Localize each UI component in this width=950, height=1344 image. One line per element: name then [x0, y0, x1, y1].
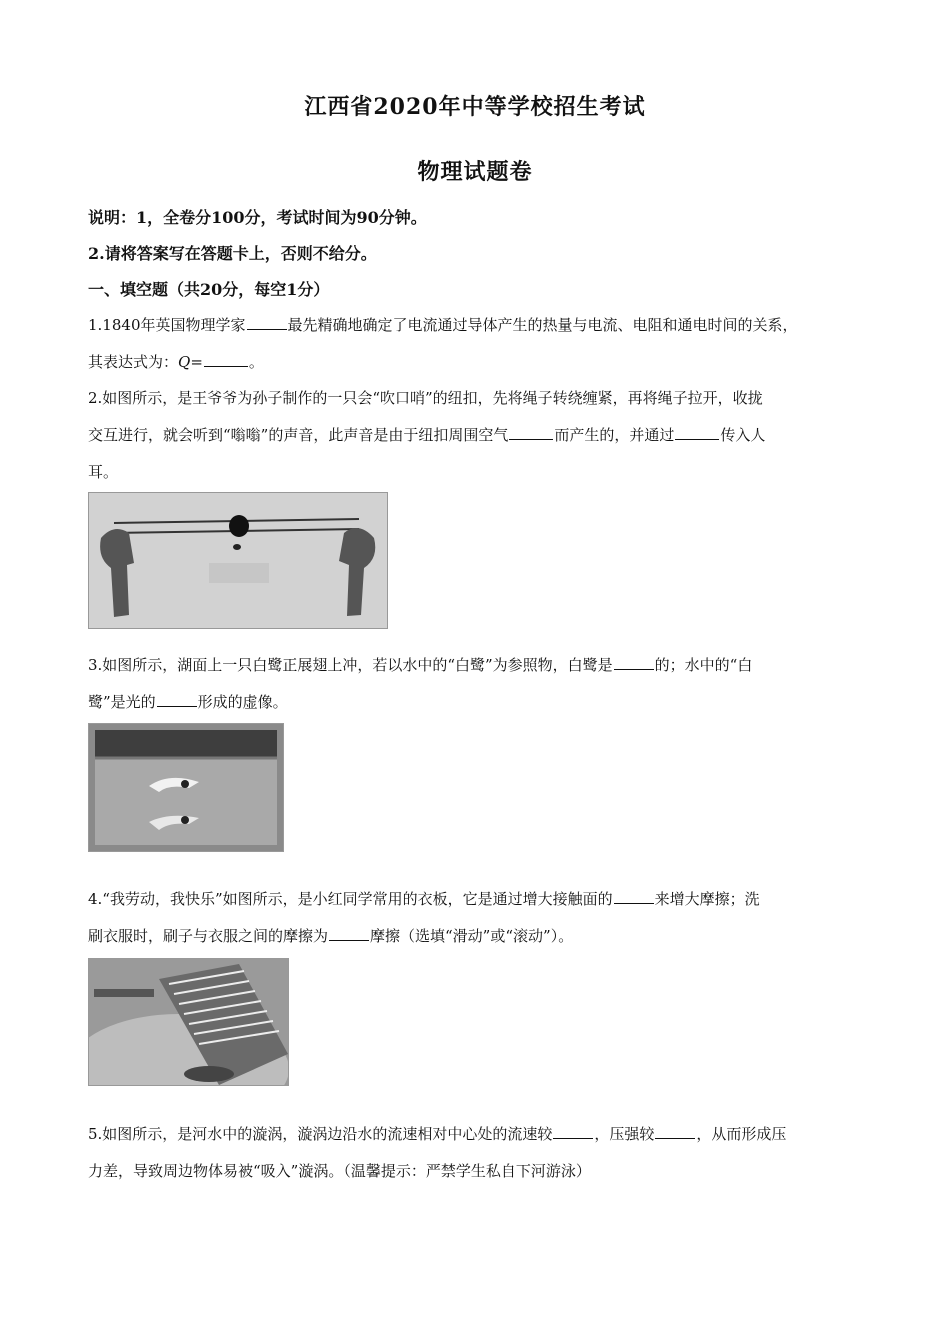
answer-blank: [247, 315, 287, 330]
q1-text-b: 最先精确地确定了电流通过导体产生的热量与电流、电阻和通电时间的关系，: [287, 316, 798, 334]
question-3-line-1: [88, 655, 868, 675]
question-5-line-1: [88, 1124, 868, 1144]
q1-text-c: 其表达式为：: [88, 353, 179, 371]
question-4-line-1: [88, 889, 868, 909]
q3-text-a: 3.如图所示，湖面上一只白鹭正展翅上冲，若以水中的“白鹭”为参照物，白鹭是: [88, 656, 613, 674]
question-5-line-2: 力差，导致周边物体易被“吸入”漩涡。（温馨提示：严禁学生私自下河游泳）: [88, 1162, 591, 1180]
q2-text-b: 交互进行，就会听到“嗡嗡”的声音，此声音是由于纽扣周围空气: [88, 426, 509, 444]
exam-title: 江西省2020年中等学校招生考试: [304, 94, 646, 120]
q4-text-a: 4.“我劳动，我快乐”如图所示，是小红同学常用的衣板，它是通过增大接触面的: [88, 890, 613, 908]
button-whistle-figure: [88, 492, 388, 629]
answer-blank: [553, 1124, 593, 1139]
q1-text-a: 1.1840年英国物理学家: [88, 316, 246, 334]
section-heading: 一、填空题（共20分，每空1分）: [88, 280, 330, 299]
q2-text-d: 传入人: [720, 426, 766, 444]
question-2-line-3: 耳。: [88, 463, 119, 481]
answer-blank: [655, 1124, 695, 1139]
washboard-figure: [88, 958, 289, 1086]
instructions-line-2: 2.请将答案写在答题卡上，否则不给分。: [88, 244, 377, 263]
q5-text-a: 5.如图所示，是河水中的漩涡，漩涡边沿水的流速相对中心处的流速较: [88, 1125, 553, 1143]
answer-blank: [157, 692, 197, 707]
answer-blank: [329, 926, 369, 941]
q3-text-c: 鹭”是光的: [88, 693, 156, 711]
answer-blank: [204, 352, 248, 367]
answer-blank: [675, 425, 719, 440]
q1-formula: Q=: [178, 353, 203, 371]
answer-blank: [614, 889, 654, 904]
question-1-line-1: [88, 315, 868, 335]
q5-text-c: ，从而形成压: [696, 1125, 787, 1143]
q4-text-b: 来增大摩擦；洗: [654, 890, 760, 908]
question-1-line-2: [88, 352, 868, 372]
question-2-line-1: 2.如图所示，是王爷爷为孙子制作的一只会“吹口哨”的纽扣，先将绳子转绕缠紧，再将绳子拉开，收拢: [88, 389, 763, 407]
q5-text-b: ，压强较: [594, 1125, 655, 1143]
question-4-line-2: [88, 926, 868, 946]
answer-blank: [509, 425, 553, 440]
question-3-line-2: [88, 692, 868, 712]
q4-text-c: 刷衣服时，刷子与衣服之间的摩擦为: [88, 927, 329, 945]
q3-text-b: 的；水中的“白: [654, 656, 753, 674]
exam-subtitle: 物理试题卷: [417, 159, 533, 185]
q3-text-d: 形成的虚像。: [197, 693, 288, 711]
answer-blank: [614, 655, 654, 670]
q1-text-e: 。: [248, 353, 264, 371]
question-2-line-2: [88, 425, 868, 445]
q2-text-c: 而产生的，并通过: [554, 426, 675, 444]
q4-text-d: 摩擦（选填“滑动”或“滚动”）。: [370, 927, 574, 945]
egret-reflection-figure: [88, 723, 284, 852]
instructions-line-1: 说明：1，全卷分100分，考试时间为90分钟。: [88, 208, 427, 227]
